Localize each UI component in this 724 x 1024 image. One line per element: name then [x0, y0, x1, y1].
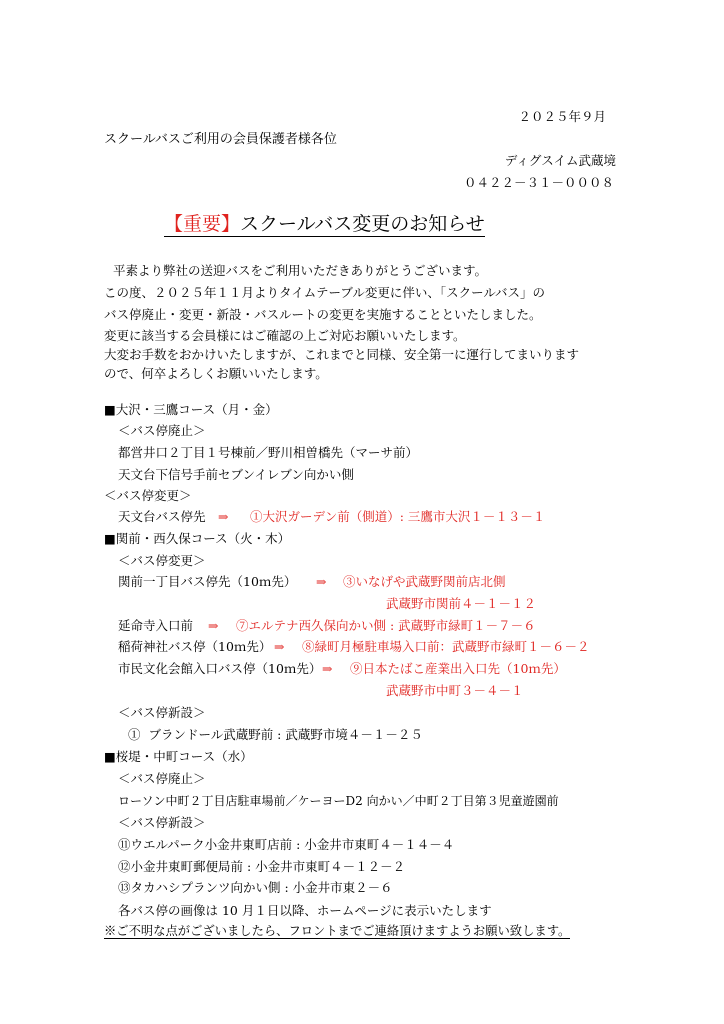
changed-stop-to: ③いなげや武蔵野関前店北側 — [343, 574, 506, 589]
intro-line: バス停廃止・変更・新設・バスルートの変更を実施することといたしました。 — [104, 307, 542, 322]
closing-note: ※ご不明な点がございましたら、フロントまでご連絡頂けますようお願い致します。 — [104, 924, 571, 938]
section-label-new: ＜バス停新設＞ — [118, 815, 206, 830]
section-label-new: ＜バス停新設＞ — [118, 705, 206, 720]
arrow-icon: ⇒ — [218, 509, 229, 524]
changed-stop-to: ⑧緑町月極駐車場入口前：武蔵野市緑町１－６－２ — [302, 639, 590, 654]
abolished-stop: 天文台下信号手前セブンイレブン向かい側 — [118, 467, 354, 482]
changed-stop-from: 稲荷神社バス停（10ｍ先） — [118, 639, 272, 654]
changed-stop-to-address: 武蔵野市中町３－４－１ — [386, 683, 524, 698]
changed-stop-from: 市民文化会館入口バス停（10ｍ先） — [118, 661, 322, 676]
new-stop: ⑪ウエルパーク小金井東町店前 : 小金井市東町４－１４－４ — [118, 837, 455, 852]
changed-stop-to: ①大沢ガーデン前（側道）: 三鷹市大沢１－１３－１ — [250, 509, 546, 524]
changed-stop-to: ⑦エルテナ西久保向かい側 : 武蔵野市緑町１－７－６ — [236, 618, 536, 633]
arrow-icon: ⇒ — [322, 661, 333, 676]
sender-name: ディグスイム武蔵境 — [504, 153, 616, 168]
changed-stop-from: 関前一丁目バス停先（10ｍ先） — [118, 574, 297, 589]
intro-line: この度、２０２５年１１月よりタイムテーブル変更に伴い、「スクールバス」の — [104, 285, 546, 300]
changed-stop-to-address: 武蔵野市関前４－１－１２ — [386, 596, 537, 611]
title-text: スクールバス変更のお知らせ — [240, 213, 485, 235]
changed-stop-to: ⑨日本たばこ産業出入口先（10ｍ先） — [350, 661, 566, 676]
course-heading-osawa-mitaka: ■大沢・三鷹コース（月・金） — [104, 402, 278, 417]
sender-phone: ０４２２－３１－０００８ — [463, 175, 614, 190]
important-label: 【重要】 — [164, 213, 241, 235]
recipient-line: スクールバスご利用の会員保護者様各位 — [104, 132, 337, 147]
section-label-change: ＜バス停変更＞ — [118, 553, 206, 568]
changed-stop-from: 天文台バス停先 — [118, 509, 206, 524]
section-label-change: ＜バス停変更＞ — [104, 488, 192, 503]
intro-line: 大変お手数をおかけいたしますが、これまでと同様、安全第一に運行してまいります — [104, 347, 580, 362]
changed-stop-from: 延命寺入口前 — [118, 618, 194, 633]
course-heading-sakurazutsumi-nakacho: ■桜堤・中町コース（水） — [104, 749, 253, 764]
intro-line: 変更に該当する会員様にはご確認の上ご対応お願いいたします。 — [104, 328, 466, 343]
section-label-abolish: ＜バス停廃止＞ — [118, 423, 206, 438]
intro-line: ので、何卒よろしくお願いいたします。 — [104, 366, 328, 381]
abolished-stop: ローソン中町２丁目店駐車場前／ケーヨーD2 向かい／中町２丁目第３児童遊園前 — [118, 794, 559, 808]
course-heading-sekimae-nishikubo: ■関前・西久保コース（火・木） — [104, 531, 291, 546]
notice-date: ２０２５年９月 — [518, 109, 606, 124]
new-stop: ⑫小金井東町郵便局前 : 小金井市東町４－１２－２ — [118, 859, 406, 874]
arrow-icon: ⇒ — [274, 639, 285, 654]
intro-line: 平素より弊社の送迎バスをご利用いただきありがとうございます。 — [113, 263, 488, 278]
new-stop: ① ブランドール武蔵野前 : 武蔵野市境４－１－２５ — [128, 727, 423, 742]
arrow-icon: ⇒ — [208, 618, 219, 633]
abolished-stop: 都営井口２丁目１号棟前／野川相曽橋先（マーサ前） — [118, 445, 419, 460]
arrow-icon: ⇒ — [316, 574, 327, 589]
new-stop: ⑬タカハシプランツ向かい側 : 小金井市東２－６ — [118, 880, 393, 895]
section-label-abolish: ＜バス停廃止＞ — [118, 771, 206, 786]
page-title — [164, 215, 485, 237]
images-note: 各バス停の画像は 10 月１日以降、ホームページに表示いたします — [118, 903, 492, 918]
